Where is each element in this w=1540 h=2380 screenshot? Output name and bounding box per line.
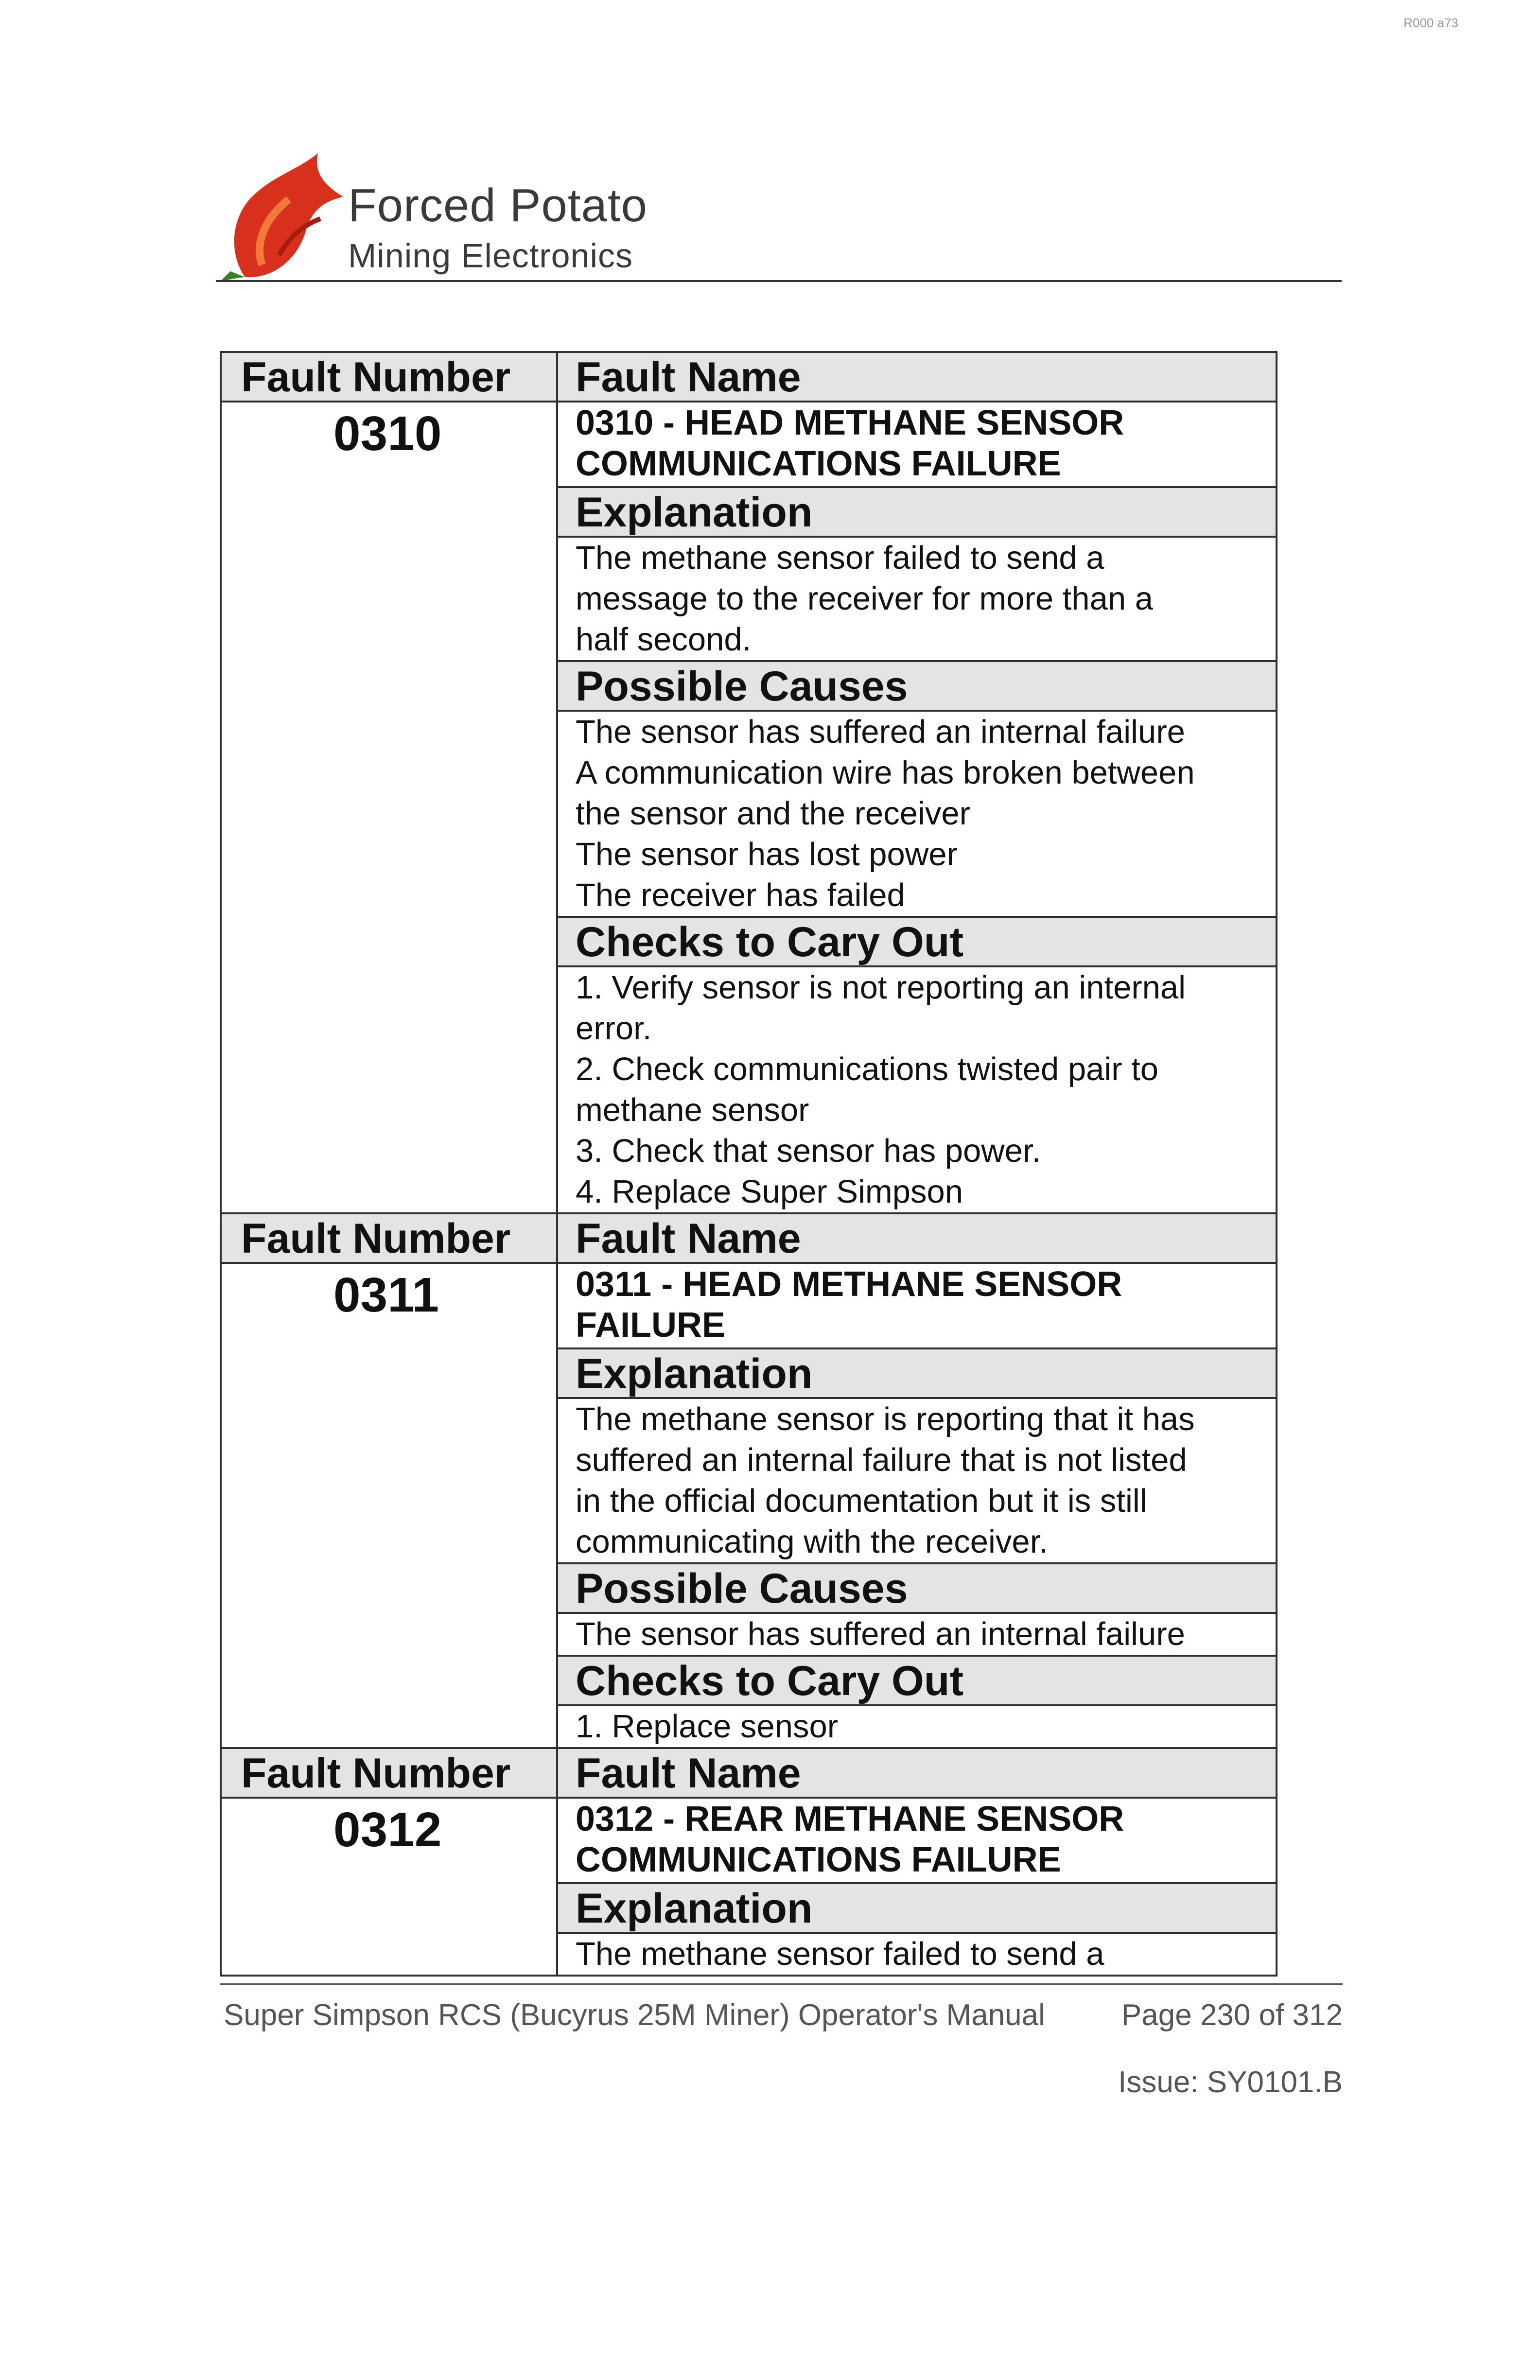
explanation-text: The methane sensor failed to send a <box>576 1936 1104 1972</box>
fault-detail-row <box>221 1263 1277 1348</box>
fault-header-row <box>221 352 1277 402</box>
fault-header-row <box>221 1213 1277 1263</box>
fault-detail-row <box>221 402 1277 487</box>
footer-issue: Issue: SY0101.B <box>1118 2065 1343 2099</box>
explanation-label: Explanation <box>558 488 1276 536</box>
footer-page-number: Page 230 of 312 <box>1121 1998 1343 2032</box>
checks-text: 1. Replace sensor <box>576 1708 839 1745</box>
fault-number-value: 0312 <box>333 1802 442 1857</box>
fault-name-value: 0311 - HEAD METHANE SENSOR FAILURE <box>576 1265 1122 1345</box>
fault-number-label: Fault Number <box>222 1214 556 1262</box>
possible-causes-text: The sensor has suffered an internal failure <box>576 1616 1185 1652</box>
checks-label: Checks to Cary Out <box>558 918 1276 965</box>
fault-name-value: 0312 - REAR METHANE SENSOR COMMUNICATIONS FAILURE <box>576 1800 1124 1879</box>
fault-name-label: Fault Name <box>558 1214 1276 1262</box>
fault-table <box>220 351 1278 1977</box>
header-divider <box>216 280 1342 282</box>
explanation-text: The methane sensor failed to send a message to the receiver for more than a half second. <box>576 540 1153 658</box>
checks-label: Checks to Cary Out <box>558 1657 1276 1704</box>
company-name: Forced Potato <box>348 179 648 231</box>
explanation-text: The methane sensor is reporting that it has suffered an internal failure that is not listed in the official documentation but it is still communicating with the receiver. <box>576 1401 1195 1560</box>
explanation-label: Explanation <box>558 1349 1276 1397</box>
fault-number-label: Fault Number <box>222 1749 556 1797</box>
footer-divider <box>220 1983 1343 1985</box>
fault-header-row <box>221 1748 1277 1798</box>
fault-name-label: Fault Name <box>558 1749 1276 1797</box>
potato-logo-icon <box>216 141 347 282</box>
fault-name-value: 0310 - HEAD METHANE SENSOR COMMUNICATIONS FAILURE <box>576 403 1124 483</box>
fault-number-value: 0310 <box>333 406 442 461</box>
checks-text: 1. Verify sensor is not reporting an internal error. 2. Check communications twisted pair to methane sensor 3. Check that sensor has power. 4. Replace Super Simpson <box>576 969 1186 1210</box>
footer-manual-title: Super Simpson RCS (Bucyrus 25M Miner) Operator's Manual <box>224 1998 1045 2032</box>
fault-number-value: 0311 <box>333 1268 439 1322</box>
possible-causes-text: The sensor has suffered an internal failure A communication wire has broken between the sensor and the receiver The sensor has lost power The receiver has failed <box>576 714 1195 913</box>
possible-causes-label: Possible Causes <box>558 662 1276 710</box>
explanation-label: Explanation <box>558 1884 1276 1932</box>
fault-name-label: Fault Name <box>558 353 1276 401</box>
fault-detail-row <box>221 1798 1277 1883</box>
fault-number-label: Fault Number <box>222 353 556 401</box>
page-header <box>216 141 1342 287</box>
possible-causes-label: Possible Causes <box>558 1564 1276 1612</box>
company-subtitle: Mining Electronics <box>348 237 633 275</box>
corner-mark: R000 a73 <box>1403 16 1458 30</box>
